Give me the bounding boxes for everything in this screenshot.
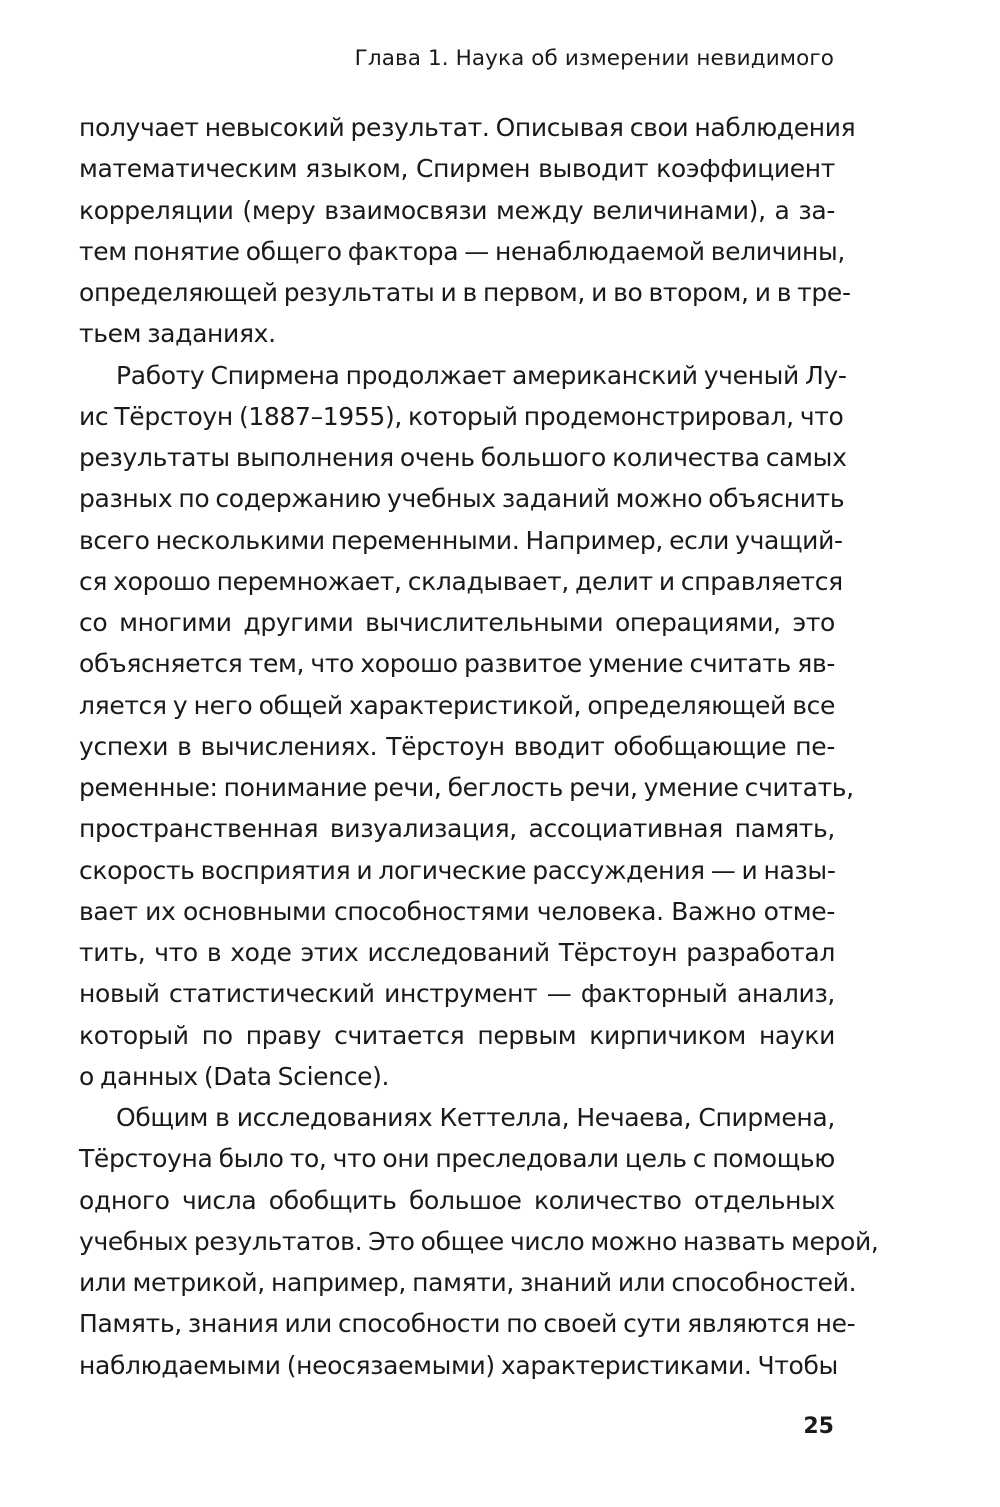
text-line: ис Тёрстоун (1887–1955), который продемонстрировал, что <box>79 401 844 431</box>
text-line: или метрикой, например, памяти, знаний или способностей. <box>79 1268 857 1297</box>
text-line: всего несколькими переменными. Например, если учащий- <box>79 525 843 555</box>
text-line: Работу Спирмена продолжает американский ученый Лу- <box>116 360 847 390</box>
paragraph-2 <box>79 355 854 1098</box>
text-line: математическим языком, Спирмен выводит коэффициент <box>79 154 835 184</box>
text-line: Память, знания или способности по своей сути являются не- <box>79 1309 856 1339</box>
paragraph-3 <box>79 1097 879 1386</box>
text-line: новый статистический инструмент — факторный анализ, <box>79 979 835 1009</box>
text-line: разных по содержанию учебных заданий можно объяснить <box>79 484 845 514</box>
text-line: ременные: понимание речи, беглость речи, умение считать, <box>79 773 854 802</box>
text-line: вает их основными способностями человека. Важно отме- <box>79 896 835 926</box>
text-line: успехи в вычислениях. Тёрстоун вводит обобщающие пе- <box>79 731 835 761</box>
text-line: результаты выполнения очень большого количества самых <box>79 443 847 472</box>
text-line: наблюдаемыми (неосязаемыми) характеристиками. Чтобы <box>79 1350 838 1380</box>
text-line: ляется у него общей характеристикой, определяющей все <box>79 690 835 720</box>
text-line: Тёрстоуна было то, что они преследовали цель с помощью <box>79 1144 835 1174</box>
page-number: 25 <box>803 1414 834 1439</box>
text-line: ся хорошо перемножает, складывает, делит и справляется <box>79 566 843 596</box>
text-line: со многими другими вычислительными операциями, это <box>79 608 835 637</box>
text-line: тем понятие общего фактора — ненаблюдаемой величины, <box>79 236 846 266</box>
paragraph-1 <box>79 107 856 355</box>
text-line: скорость восприятия и логические рассуждения — и назы- <box>79 855 836 885</box>
text-line: тить, что в ходе этих исследований Тёрстоун разработал <box>79 938 835 967</box>
text-line: о данных (Data Science). <box>79 1061 390 1091</box>
text-line: тьем заданиях. <box>79 319 276 349</box>
text-line: корреляции (меру взаимосвязи между величинами), а за- <box>79 195 835 225</box>
text-line: одного числа обобщить большое количество отдельных <box>79 1185 835 1215</box>
text-line: объясняется тем, что хорошо развитое умение считать яв- <box>79 649 835 679</box>
text-line: который по праву считается первым кирпичиком науки <box>79 1020 835 1050</box>
text-line: учебных результатов. Это общее число можно назвать мерой, <box>79 1226 879 1256</box>
text-line: пространственная визуализация, ассоциативная память, <box>79 814 835 844</box>
text-line: получает невысокий результат. Описывая свои наблюдения <box>79 113 856 142</box>
body-text <box>79 107 879 1386</box>
text-line: Общим в исследованиях Кеттелла, Нечаева, Спирмена, <box>116 1103 835 1132</box>
running-title: Глава 1. Наука об измерении невидимого <box>354 46 834 71</box>
text-line: определяющей результаты и в первом, и во втором, и в тре- <box>79 278 851 307</box>
